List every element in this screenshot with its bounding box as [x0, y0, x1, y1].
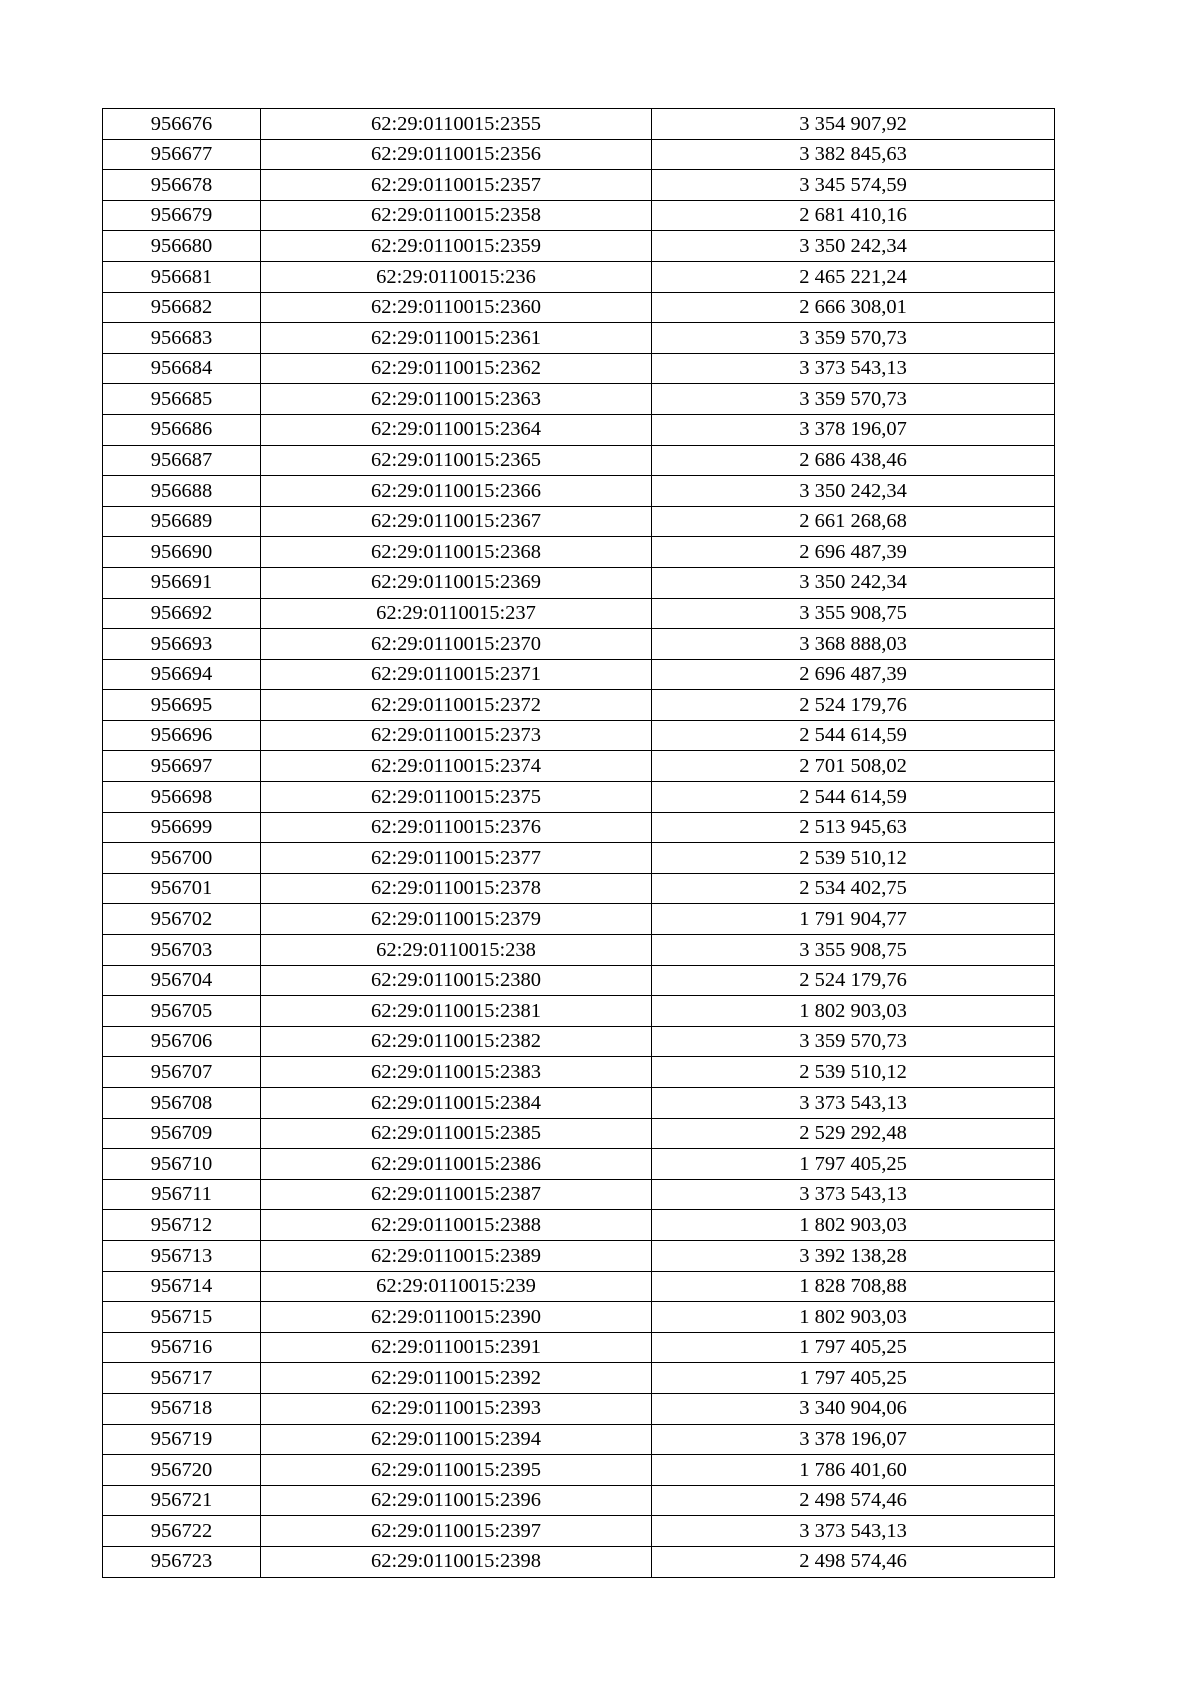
- cadastral-number-cell: 62:29:0110015:2382: [261, 1026, 652, 1057]
- table-row: [103, 996, 1055, 1027]
- table-row: [103, 1179, 1055, 1210]
- row-number-cell: 956719: [103, 1424, 261, 1455]
- cadastral-number-cell: 62:29:0110015:2373: [261, 720, 652, 751]
- table-row: [103, 170, 1055, 201]
- row-number-cell: 956709: [103, 1118, 261, 1149]
- table-row: [103, 200, 1055, 231]
- cadastral-number-cell: 62:29:0110015:2388: [261, 1210, 652, 1241]
- cadastral-value-cell: 2 696 487,39: [652, 659, 1055, 690]
- table-row: [103, 1271, 1055, 1302]
- cadastral-value-cell: 3 378 196,07: [652, 1424, 1055, 1455]
- cadastral-value-cell: 3 378 196,07: [652, 414, 1055, 445]
- cadastral-value-cell: 2 544 614,59: [652, 782, 1055, 813]
- cadastral-value-cell: 2 686 438,46: [652, 445, 1055, 476]
- cadastral-value-cell: 2 696 487,39: [652, 537, 1055, 568]
- row-number-cell: 956677: [103, 139, 261, 170]
- row-number-cell: 956701: [103, 873, 261, 904]
- table-row: [103, 751, 1055, 782]
- cadastral-value-cell: 2 534 402,75: [652, 873, 1055, 904]
- table-row: [103, 261, 1055, 292]
- cadastral-value-cell: 2 666 308,01: [652, 292, 1055, 323]
- cadastral-number-cell: 62:29:0110015:2390: [261, 1302, 652, 1333]
- table-row: [103, 690, 1055, 721]
- cadastral-number-cell: 62:29:0110015:2386: [261, 1149, 652, 1180]
- row-number-cell: 956721: [103, 1485, 261, 1516]
- cadastral-number-cell: 62:29:0110015:2393: [261, 1393, 652, 1424]
- cadastral-value-cell: 3 350 242,34: [652, 567, 1055, 598]
- table-row: [103, 843, 1055, 874]
- cadastral-number-cell: 62:29:0110015:2375: [261, 782, 652, 813]
- cadastral-value-cell: 2 701 508,02: [652, 751, 1055, 782]
- cadastral-number-cell: 62:29:0110015:2387: [261, 1179, 652, 1210]
- table-row: [103, 873, 1055, 904]
- cadastral-number-cell: 62:29:0110015:2379: [261, 904, 652, 935]
- cadastral-value-cell: 3 382 845,63: [652, 139, 1055, 170]
- table-row: [103, 445, 1055, 476]
- table-row: [103, 935, 1055, 966]
- cadastral-value-cell: 2 498 574,46: [652, 1546, 1055, 1577]
- row-number-cell: 956720: [103, 1455, 261, 1486]
- table-row: [103, 292, 1055, 323]
- row-number-cell: 956691: [103, 567, 261, 598]
- cadastral-value-cell: 3 354 907,92: [652, 109, 1055, 140]
- cadastral-value-cell: 3 359 570,73: [652, 384, 1055, 415]
- row-number-cell: 956723: [103, 1546, 261, 1577]
- table-row: [103, 1393, 1055, 1424]
- table-row: [103, 231, 1055, 262]
- cadastral-value-cell: 3 340 904,06: [652, 1393, 1055, 1424]
- row-number-cell: 956676: [103, 109, 261, 140]
- cadastral-value-cell: 2 524 179,76: [652, 965, 1055, 996]
- cadastral-number-cell: 62:29:0110015:2384: [261, 1088, 652, 1119]
- table-row: [103, 1057, 1055, 1088]
- row-number-cell: 956702: [103, 904, 261, 935]
- cadastral-number-cell: 62:29:0110015:2372: [261, 690, 652, 721]
- cadastral-value-cell: 1 797 405,25: [652, 1363, 1055, 1394]
- table-row: [103, 598, 1055, 629]
- cadastral-value-cell: 1 802 903,03: [652, 1302, 1055, 1333]
- row-number-cell: 956711: [103, 1179, 261, 1210]
- table-row: [103, 1026, 1055, 1057]
- cadastral-value-cell: 2 661 268,68: [652, 506, 1055, 537]
- table-row: [103, 659, 1055, 690]
- table-row: [103, 1332, 1055, 1363]
- table-row: [103, 965, 1055, 996]
- table-row: [103, 567, 1055, 598]
- cadastral-number-cell: 62:29:0110015:2358: [261, 200, 652, 231]
- row-number-cell: 956714: [103, 1271, 261, 1302]
- cadastral-value-cell: 1 797 405,25: [652, 1332, 1055, 1363]
- table-row: [103, 1485, 1055, 1516]
- cadastral-number-cell: 62:29:0110015:2367: [261, 506, 652, 537]
- cadastral-number-cell: 62:29:0110015:2396: [261, 1485, 652, 1516]
- table-row: [103, 109, 1055, 140]
- row-number-cell: 956678: [103, 170, 261, 201]
- row-number-cell: 956707: [103, 1057, 261, 1088]
- row-number-cell: 956692: [103, 598, 261, 629]
- cadastral-value-table: [102, 108, 1055, 1578]
- cadastral-number-cell: 62:29:0110015:2365: [261, 445, 652, 476]
- row-number-cell: 956684: [103, 353, 261, 384]
- table-row: [103, 139, 1055, 170]
- row-number-cell: 956700: [103, 843, 261, 874]
- cadastral-number-cell: 62:29:0110015:2383: [261, 1057, 652, 1088]
- cadastral-value-cell: 3 368 888,03: [652, 629, 1055, 660]
- cadastral-number-cell: 62:29:0110015:2359: [261, 231, 652, 262]
- cadastral-number-cell: 62:29:0110015:2398: [261, 1546, 652, 1577]
- cadastral-number-cell: 62:29:0110015:238: [261, 935, 652, 966]
- table-row: [103, 1302, 1055, 1333]
- cadastral-value-cell: 3 350 242,34: [652, 231, 1055, 262]
- cadastral-value-cell: 1 797 405,25: [652, 1149, 1055, 1180]
- cadastral-value-cell: 2 524 179,76: [652, 690, 1055, 721]
- row-number-cell: 956688: [103, 476, 261, 507]
- cadastral-number-cell: 62:29:0110015:237: [261, 598, 652, 629]
- table-row: [103, 476, 1055, 507]
- table-row: [103, 1455, 1055, 1486]
- table-body: [103, 109, 1055, 1578]
- row-number-cell: 956696: [103, 720, 261, 751]
- cadastral-number-cell: 62:29:0110015:2381: [261, 996, 652, 1027]
- table-row: [103, 323, 1055, 354]
- cadastral-number-cell: 62:29:0110015:2394: [261, 1424, 652, 1455]
- cadastral-number-cell: 62:29:0110015:236: [261, 261, 652, 292]
- row-number-cell: 956683: [103, 323, 261, 354]
- cadastral-value-cell: 3 373 543,13: [652, 1516, 1055, 1547]
- table-row: [103, 537, 1055, 568]
- row-number-cell: 956705: [103, 996, 261, 1027]
- cadastral-number-cell: 62:29:0110015:239: [261, 1271, 652, 1302]
- cadastral-number-cell: 62:29:0110015:2374: [261, 751, 652, 782]
- table-row: [103, 629, 1055, 660]
- cadastral-number-cell: 62:29:0110015:2363: [261, 384, 652, 415]
- cadastral-number-cell: 62:29:0110015:2389: [261, 1240, 652, 1271]
- row-number-cell: 956706: [103, 1026, 261, 1057]
- cadastral-number-cell: 62:29:0110015:2385: [261, 1118, 652, 1149]
- cadastral-number-cell: 62:29:0110015:2356: [261, 139, 652, 170]
- table-row: [103, 1088, 1055, 1119]
- cadastral-value-cell: 2 544 614,59: [652, 720, 1055, 751]
- cadastral-value-cell: 1 802 903,03: [652, 996, 1055, 1027]
- row-number-cell: 956679: [103, 200, 261, 231]
- cadastral-value-cell: 3 392 138,28: [652, 1240, 1055, 1271]
- cadastral-number-cell: 62:29:0110015:2360: [261, 292, 652, 323]
- table-row: [103, 506, 1055, 537]
- row-number-cell: 956713: [103, 1240, 261, 1271]
- row-number-cell: 956715: [103, 1302, 261, 1333]
- row-number-cell: 956710: [103, 1149, 261, 1180]
- row-number-cell: 956695: [103, 690, 261, 721]
- row-number-cell: 956712: [103, 1210, 261, 1241]
- row-number-cell: 956693: [103, 629, 261, 660]
- cadastral-value-cell: 2 539 510,12: [652, 1057, 1055, 1088]
- table-row: [103, 1546, 1055, 1577]
- row-number-cell: 956681: [103, 261, 261, 292]
- cadastral-value-cell: 3 359 570,73: [652, 1026, 1055, 1057]
- row-number-cell: 956708: [103, 1088, 261, 1119]
- cadastral-value-cell: 3 373 543,13: [652, 1088, 1055, 1119]
- cadastral-value-cell: 1 786 401,60: [652, 1455, 1055, 1486]
- table-row: [103, 384, 1055, 415]
- cadastral-number-cell: 62:29:0110015:2377: [261, 843, 652, 874]
- row-number-cell: 956722: [103, 1516, 261, 1547]
- table-row: [103, 720, 1055, 751]
- cadastral-value-cell: 1 828 708,88: [652, 1271, 1055, 1302]
- cadastral-value-cell: 2 681 410,16: [652, 200, 1055, 231]
- cadastral-value-cell: 3 359 570,73: [652, 323, 1055, 354]
- row-number-cell: 956703: [103, 935, 261, 966]
- cadastral-value-cell: 2 513 945,63: [652, 812, 1055, 843]
- cadastral-value-cell: 3 373 543,13: [652, 1179, 1055, 1210]
- cadastral-number-cell: 62:29:0110015:2397: [261, 1516, 652, 1547]
- row-number-cell: 956690: [103, 537, 261, 568]
- cadastral-number-cell: 62:29:0110015:2357: [261, 170, 652, 201]
- cadastral-number-cell: 62:29:0110015:2364: [261, 414, 652, 445]
- table-row: [103, 1210, 1055, 1241]
- row-number-cell: 956682: [103, 292, 261, 323]
- cadastral-number-cell: 62:29:0110015:2391: [261, 1332, 652, 1363]
- table-row: [103, 414, 1055, 445]
- row-number-cell: 956704: [103, 965, 261, 996]
- cadastral-value-cell: 2 529 292,48: [652, 1118, 1055, 1149]
- table-row: [103, 782, 1055, 813]
- cadastral-number-cell: 62:29:0110015:2378: [261, 873, 652, 904]
- cadastral-value-cell: 2 539 510,12: [652, 843, 1055, 874]
- row-number-cell: 956680: [103, 231, 261, 262]
- table-row: [103, 1149, 1055, 1180]
- row-number-cell: 956689: [103, 506, 261, 537]
- cadastral-number-cell: 62:29:0110015:2380: [261, 965, 652, 996]
- cadastral-value-cell: 1 802 903,03: [652, 1210, 1055, 1241]
- row-number-cell: 956698: [103, 782, 261, 813]
- cadastral-value-cell: 2 498 574,46: [652, 1485, 1055, 1516]
- table-row: [103, 353, 1055, 384]
- cadastral-value-cell: 3 355 908,75: [652, 598, 1055, 629]
- table-row: [103, 1516, 1055, 1547]
- row-number-cell: 956694: [103, 659, 261, 690]
- row-number-cell: 956717: [103, 1363, 261, 1394]
- cadastral-number-cell: 62:29:0110015:2368: [261, 537, 652, 568]
- row-number-cell: 956699: [103, 812, 261, 843]
- table-row: [103, 904, 1055, 935]
- row-number-cell: 956687: [103, 445, 261, 476]
- cadastral-number-cell: 62:29:0110015:2376: [261, 812, 652, 843]
- cadastral-number-cell: 62:29:0110015:2392: [261, 1363, 652, 1394]
- row-number-cell: 956685: [103, 384, 261, 415]
- cadastral-value-cell: 3 355 908,75: [652, 935, 1055, 966]
- table-row: [103, 1118, 1055, 1149]
- table-row: [103, 812, 1055, 843]
- row-number-cell: 956716: [103, 1332, 261, 1363]
- cadastral-value-cell: 3 345 574,59: [652, 170, 1055, 201]
- cadastral-number-cell: 62:29:0110015:2369: [261, 567, 652, 598]
- cadastral-value-cell: 3 350 242,34: [652, 476, 1055, 507]
- cadastral-number-cell: 62:29:0110015:2366: [261, 476, 652, 507]
- row-number-cell: 956697: [103, 751, 261, 782]
- table-row: [103, 1363, 1055, 1394]
- cadastral-number-cell: 62:29:0110015:2370: [261, 629, 652, 660]
- row-number-cell: 956718: [103, 1393, 261, 1424]
- table-row: [103, 1424, 1055, 1455]
- cadastral-number-cell: 62:29:0110015:2395: [261, 1455, 652, 1486]
- row-number-cell: 956686: [103, 414, 261, 445]
- cadastral-value-cell: 2 465 221,24: [652, 261, 1055, 292]
- cadastral-number-cell: 62:29:0110015:2371: [261, 659, 652, 690]
- cadastral-number-cell: 62:29:0110015:2361: [261, 323, 652, 354]
- cadastral-value-cell: 3 373 543,13: [652, 353, 1055, 384]
- table-row: [103, 1240, 1055, 1271]
- cadastral-value-cell: 1 791 904,77: [652, 904, 1055, 935]
- cadastral-number-cell: 62:29:0110015:2355: [261, 109, 652, 140]
- cadastral-number-cell: 62:29:0110015:2362: [261, 353, 652, 384]
